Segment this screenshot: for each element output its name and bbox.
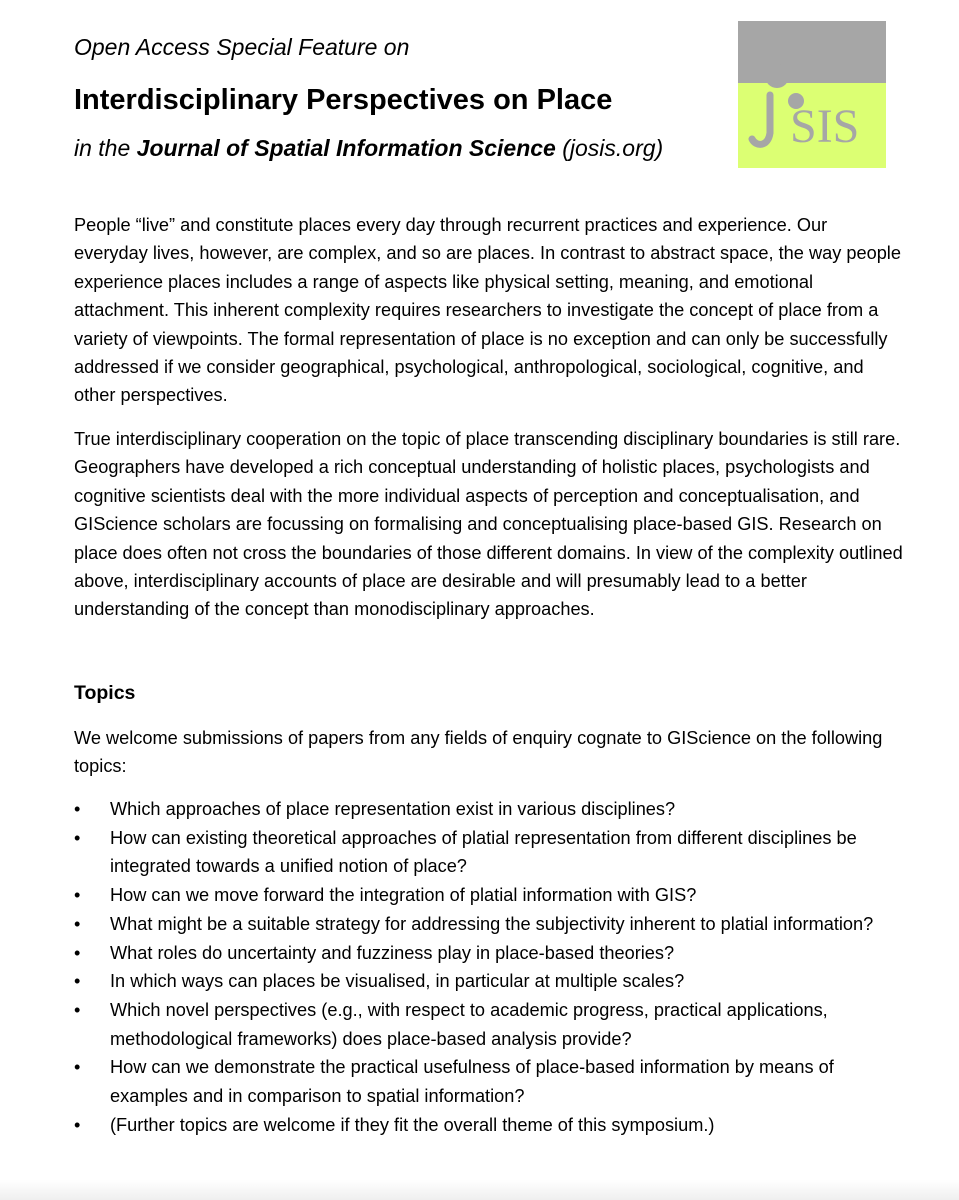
topics-intro: We welcome submissions of papers from any fields of enquiry cognate to GIScience on the following topics:: [74, 728, 883, 777]
bullet-icon: •: [74, 1114, 81, 1135]
bullet-icon: •: [74, 799, 81, 819]
list-item: [74, 910, 904, 939]
list-item: [74, 1053, 904, 1110]
logo-dot: [765, 64, 789, 88]
topic-list: [74, 795, 904, 1139]
page-bottom-edge: [0, 1180, 959, 1200]
journal-line: [74, 131, 663, 165]
intro-paragraph-1: People “live” and constitute places every day through recurrent practices and experience. Our everyday lives, however, are complex, and so are places. In contrast to abstract space, the way people experience places includes a range of aspects like physical setting, meaning, and emotional attachment. This inherent complexity requires researchers to investigate the concept of place from a variety of viewpoints. The formal representation of place is no exception and can only be successfully addressed if we consider geographical, psychological, anthropological, sociological, cognitive, and other perspectives.: [74, 215, 901, 406]
list-item: [74, 824, 904, 881]
journal-prefix: in the: [74, 135, 137, 161]
list-item: [74, 939, 904, 968]
feature-kicker: Open Access Special Feature on: [74, 34, 410, 60]
page-title: Interdisciplinary Perspectives on Place: [74, 84, 613, 116]
list-item-text: What might be a suitable strategy for addressing the subjectivity inherent to platial information?: [110, 913, 874, 934]
logo-letter-j: [752, 95, 770, 144]
bullet-icon: •: [74, 913, 81, 934]
journal-name: Journal of Spatial Information Science: [136, 135, 556, 161]
bullet-icon: •: [74, 971, 81, 992]
journal-url: (josis.org): [555, 135, 664, 161]
list-item: [74, 1111, 904, 1140]
list-item-text: How can we move forward the integration of platial information with GIS?: [110, 885, 697, 906]
topics-heading: Topics: [74, 682, 136, 704]
bullet-icon: •: [74, 1057, 81, 1078]
bullet-icon: •: [74, 827, 81, 848]
list-item-text: In which ways can places be visualised, in particular at multiple scales?: [110, 971, 685, 992]
list-item: [74, 881, 904, 910]
list-item-text: How can we demonstrate the practical usefulness of place-based information by means of examples and in comparison to spatial information?: [110, 1057, 834, 1107]
josis-logo: [738, 21, 886, 168]
list-item-text: Which novel perspectives (e.g., with respect to academic progress, practical applications, methodological frameworks) does place-based analysis provide?: [110, 999, 828, 1049]
bullet-icon: •: [74, 999, 81, 1020]
list-item: [74, 996, 904, 1053]
list-item-text: (Further topics are welcome if they fit the overall theme of this symposium.): [110, 1114, 715, 1135]
intro-paragraph-2: True interdisciplinary cooperation on the topic of place transcending disciplinary boundaries is still rare. Geographers have developed a rich conceptual understanding of holistic places, psychologists and cognitive scientists deal with the more individual aspects of perception and conceptualisation, and GIScience scholars are focussing on formalising and conceptualising place-based GIS. Research on place does often not cross the boundaries of those different domains. In view of the complexity outlined above, interdisciplinary accounts of place are desirable and will presumably lead to a better understanding of the concept than monodisciplinary approaches.: [74, 429, 903, 620]
bullet-icon: •: [74, 942, 81, 963]
list-item: [74, 967, 904, 996]
list-item: [74, 795, 904, 824]
list-item-text: What roles do uncertainty and fuzziness play in place-based theories?: [110, 942, 675, 963]
logo-lettering: [738, 21, 886, 168]
list-item-text: How can existing theoretical approaches of platial representation from different disciplines be integrated towards a unified notion of place?: [110, 827, 857, 877]
list-item-text: Which approaches of place representation exist in various disciplines?: [110, 799, 676, 819]
bullet-icon: •: [74, 885, 81, 906]
logo-letters-sis: SIS: [790, 100, 860, 153]
